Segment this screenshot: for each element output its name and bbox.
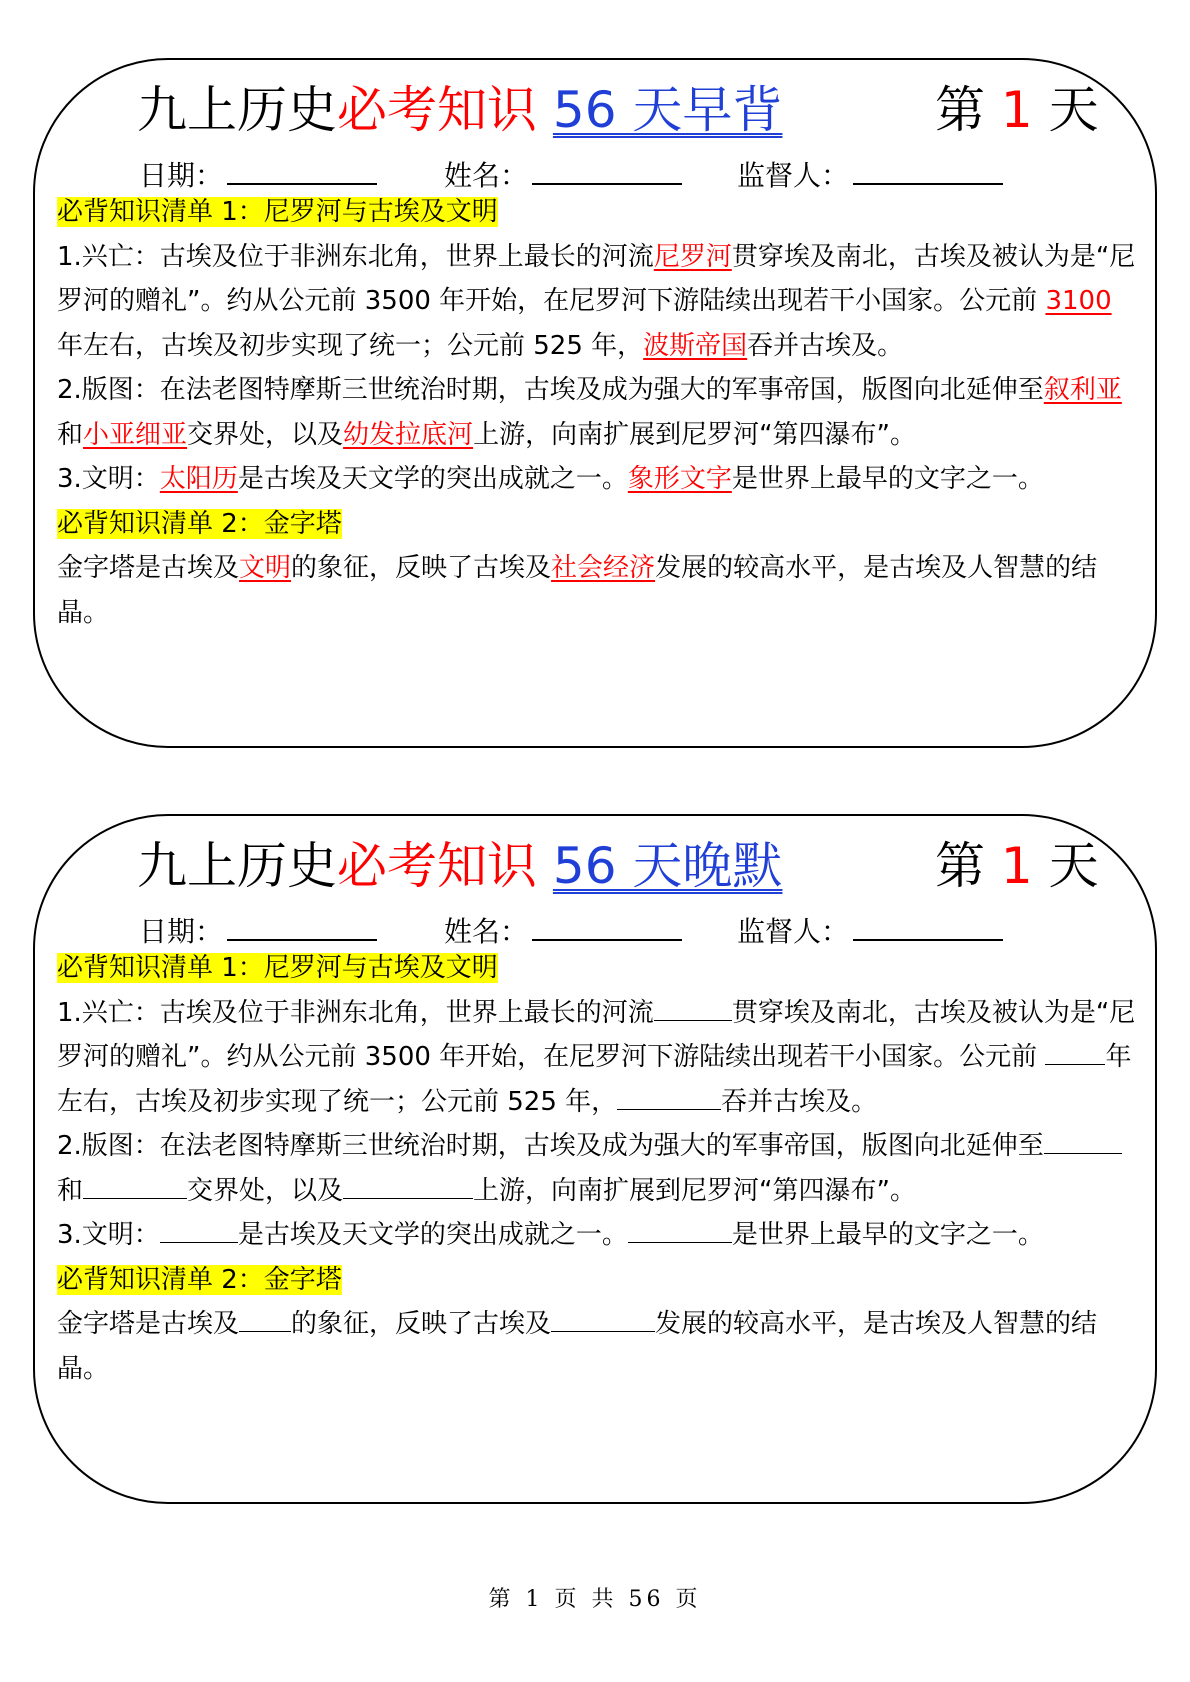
paragraph-pyramid: 金字塔是古埃及 的象征，反映了古埃及 发展的较高水平，是古埃及人智慧的结晶。	[57, 1302, 1137, 1391]
page-footer: 第 1 页 共 56 页	[488, 1587, 702, 1612]
title-red: 必考知识	[337, 837, 537, 895]
list2-heading: 必背知识清单 2：金字塔	[57, 508, 342, 539]
title-prefix: 九上历史	[137, 81, 337, 139]
paragraph-territory: 2.版图：在法老图特摩斯三世统治时期，古埃及成为强大的军事帝国，版图向北延伸至和 交界处，以及 上游，向南扩展到尼罗河“第四瀑布”。	[57, 1124, 1137, 1213]
title-prefix: 九上历史	[137, 837, 337, 895]
list1-heading: 必背知识清单 1：尼罗河与古埃及文明	[57, 197, 498, 227]
list1-heading: 必背知识清单 1：尼罗河与古埃及文明	[57, 953, 498, 983]
blank[interactable]	[343, 1172, 473, 1199]
name-field[interactable]: 姓名：	[444, 908, 682, 956]
blank[interactable]	[654, 994, 732, 1021]
date-field[interactable]: 日期：	[139, 908, 377, 956]
name-field[interactable]: 姓名：	[444, 152, 682, 200]
blank[interactable]	[160, 1216, 238, 1243]
paragraph-rise-fall: 1.兴亡：古埃及位于非洲东北角，世界上最长的河流 贯穿埃及南北，古埃及被认为是“尼罗河的赠礼”。约从公元前 3500 年开始，在尼罗河下游陆续出现若干小国家。公元前 年左右，古埃及初步实现了统一；公元前 525 年， 吞并古埃及。	[57, 991, 1137, 1125]
card-title	[137, 826, 1097, 906]
blank[interactable]	[1045, 1038, 1105, 1065]
name-line	[532, 911, 682, 941]
supervisor-field[interactable]: 监督人：	[737, 908, 1003, 956]
supervisor-field[interactable]: 监督人：	[737, 152, 1003, 200]
title-blue: 56 天晚默	[552, 837, 783, 895]
paragraph-rise-fall: 1.兴亡：古埃及位于非洲东北角，世界上最长的河流尼罗河贯穿埃及南北，古埃及被认为是“尼罗河的赠礼”。约从公元前 3500 年开始，在尼罗河下游陆续出现若干小国家。公元前 3100 年左右，古埃及初步实现了统一；公元前 525 年，波斯帝国吞并古埃及。	[57, 241, 1136, 361]
list2-heading: 必背知识清单 2：金字塔	[57, 1264, 342, 1295]
card-content	[57, 190, 1137, 635]
blank[interactable]	[83, 1172, 187, 1199]
evening-card	[33, 814, 1157, 1504]
card-content	[57, 946, 1137, 1391]
title-day: 第 1 天	[935, 81, 1099, 139]
supervisor-line	[853, 911, 1003, 941]
blank[interactable]	[239, 1305, 291, 1332]
date-line	[227, 911, 377, 941]
supervisor-line	[853, 155, 1003, 185]
name-line	[532, 155, 682, 185]
paragraph-pyramid: 金字塔是古埃及文明的象征，反映了古埃及社会经济发展的较高水平，是古埃及人智慧的结晶。	[57, 553, 1098, 628]
card-title	[137, 70, 1097, 150]
date-field[interactable]: 日期：	[139, 152, 377, 200]
morning-card	[33, 58, 1157, 748]
paragraph-territory: 2.版图：在法老图特摩斯三世统治时期，古埃及成为强大的军事帝国，版图向北延伸至叙利亚和小亚细亚交界处，以及幼发拉底河上游，向南扩展到尼罗河“第四瀑布”。	[57, 375, 1122, 450]
title-day: 第 1 天	[935, 837, 1099, 895]
paragraph-civilization: 3.文明： 是古埃及天文学的突出成就之一。 是世界上最早的文字之一。	[57, 1213, 1137, 1258]
blank[interactable]	[617, 1083, 721, 1110]
blank[interactable]	[1044, 1127, 1122, 1154]
date-line	[227, 155, 377, 185]
blank[interactable]	[551, 1305, 655, 1332]
paragraph-civilization: 3.文明：太阳历是古埃及天文学的突出成就之一。象形文字是世界上最早的文字之一。	[57, 464, 1044, 494]
title-blue: 56 天早背	[552, 81, 783, 139]
title-red: 必考知识	[337, 81, 537, 139]
blank[interactable]	[628, 1216, 732, 1243]
